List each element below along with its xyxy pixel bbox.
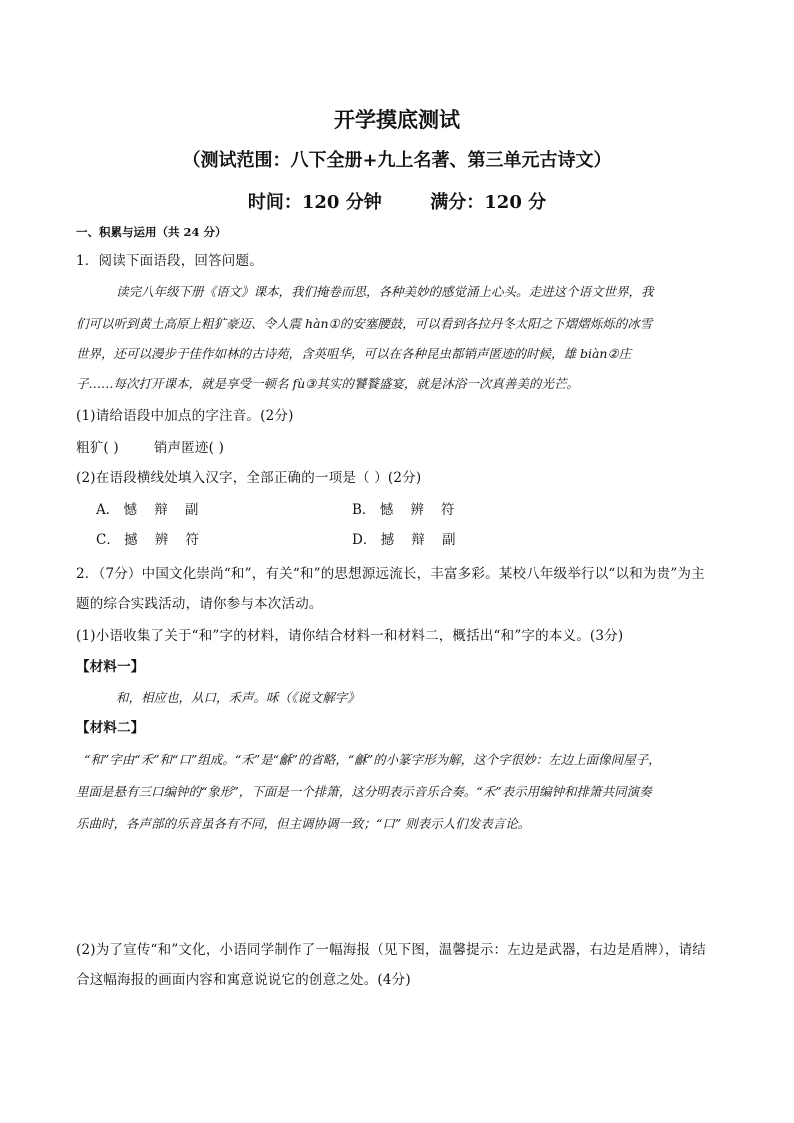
- q2-sub1: (1)小语收集了关于“和”字的材料，请你结合材料一和材料二，概括出“和”字的本义。(3分): [76, 628, 624, 644]
- q1-passage-line-4: 子……每次打开课本，就是享受一顿名 fù③其实的饕餮盛宴，就是沐浴一次真善美的光芒。: [76, 376, 579, 391]
- q1-passage-line-2: 们可以听到黄土高原上粗犷豪迈、令人震 hàn①的安塞腰鼓，可以看到各拉丹冬太阳之下熠熠烁烁的冰雪: [76, 316, 653, 331]
- material1-label: 【材料一】: [76, 659, 145, 675]
- material2-label: 【材料二】: [76, 720, 145, 736]
- q2-sub2-line-2: 合这幅海报的画面内容和寓意说说它的创意之处。(4分): [76, 972, 411, 988]
- option-c-words: 撼 辨 符: [124, 532, 199, 548]
- q1-sub1-blanks: [76, 436, 224, 456]
- blank-cu-guang[interactable]: 粗犷( ): [76, 440, 119, 456]
- q1-sub1: (1)请给语段中加点的字注音。(2分): [76, 408, 294, 424]
- exam-score: 满分：120 分: [430, 192, 547, 213]
- option-d-words: 撼 辩 副: [380, 532, 456, 548]
- option-c[interactable]: [96, 528, 199, 548]
- option-b-words: 憾 辨 符: [379, 502, 455, 518]
- option-a-letter: A．: [96, 502, 120, 518]
- option-b-letter: B．: [352, 502, 376, 518]
- option-a[interactable]: [96, 498, 198, 518]
- q1-sub2: (2)在语段横线处填入汉字，全部正确的一项是（ ）(2分): [76, 470, 422, 486]
- q1-stem: 1．阅读下面语段，回答问题。: [76, 253, 263, 269]
- exam-title: 开学摸底测试: [334, 107, 460, 132]
- material2-line-2: 里面是悬有三口编钟的“象形”，下面是一个排箫，这分明表示音乐合奏。“禾”表示用编钟和排箫共同演奏: [76, 784, 652, 799]
- exam-range: （测试范围：八下全册+九上名著、第三单元古诗文）: [182, 150, 612, 171]
- material2-line-1: “和”字由“禾”和“口”组成。“禾”是“龢”的省略，“龢”的小篆字形为解，这个字很妙：左边上面像间屋子，: [84, 752, 661, 767]
- q2-sub2-line-1: (2)为了宣传“和”文化，小语同学制作了一幅海报（见下图，温馨提示：左边是武器，右边是盾牌），请结: [76, 942, 706, 958]
- q1-passage-line-3: 世界，还可以漫步于佳作如林的古诗苑，含英咀华，可以在各种昆虫都销声匿迹的时候，雄 biàn②庄: [76, 346, 632, 361]
- q2-stem-line-2: 题的综合实践活动，请你参与本次活动。: [76, 596, 323, 612]
- option-d-letter: D．: [352, 532, 377, 548]
- blank-xiao-sheng-ni-ji[interactable]: 销声匿迹( ): [153, 440, 225, 456]
- exam-time: 时间：120 分钟: [247, 192, 382, 213]
- exam-time-score: [0, 188, 794, 214]
- material2-line-3: 乐曲时，各声部的乐音虽各有不同，但主调协调一致；“口” 则表示人们发表言论。: [76, 816, 531, 831]
- option-b[interactable]: [352, 498, 455, 518]
- material1-text: 和，相应也，从口，禾声。咊（《说文解字》: [116, 690, 360, 705]
- option-a-words: 憾 辩 副: [123, 502, 199, 518]
- option-c-letter: C．: [96, 532, 120, 548]
- option-d[interactable]: [352, 528, 455, 548]
- q2-stem-line-1: 2．（7分）中国文化崇尚“和”，有关“和”的思想源远流长，丰富多彩。某校八年级举行以“以和为贵”为主: [76, 566, 705, 582]
- section-heading: 一、积累与运用（共 24 分）: [76, 225, 227, 239]
- q1-passage-line-1: 读完八年级下册《语文》课本，我们掩卷而思，各种美妙的感觉涌上心头。走进这个语文世界，我: [116, 284, 654, 299]
